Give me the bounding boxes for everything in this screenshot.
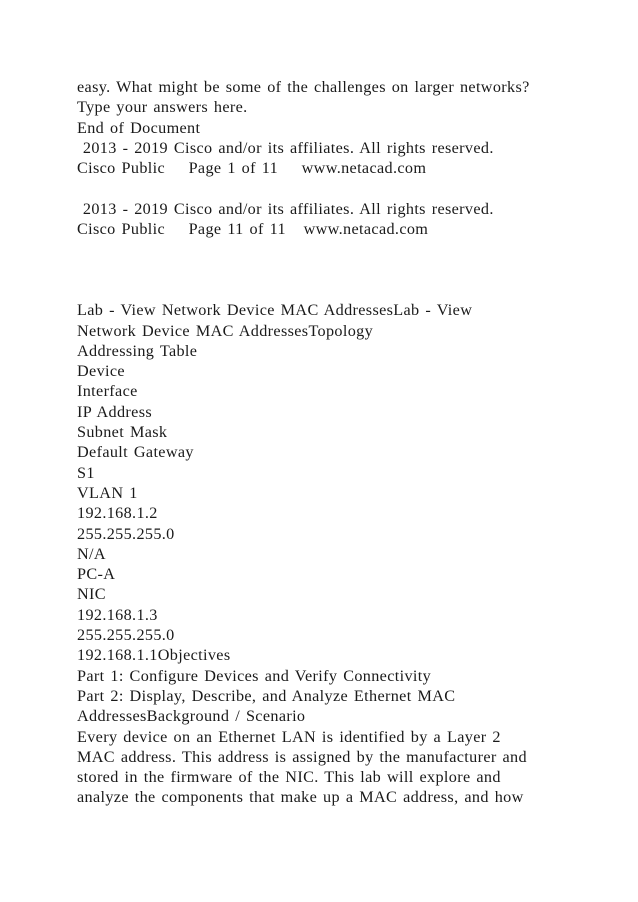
paragraph-line: Every device on an Ethernet LAN is identified by a Layer 2 xyxy=(77,727,501,746)
footer-page-info: Cisco Public Page 11 of 11 www.netacad.com xyxy=(77,220,429,239)
table-header-subnet: Subnet Mask xyxy=(77,423,168,442)
table-cell: 255.255.255.0 xyxy=(77,626,175,645)
table-header-gateway: Default Gateway xyxy=(77,443,194,462)
table-cell: 192.168.1.2 xyxy=(77,504,158,523)
footer-page-info: Cisco Public Page 1 of 11 www.netacad.com xyxy=(77,159,427,178)
table-cell: 255.255.255.0 xyxy=(77,524,175,543)
footer-copyright: 2013 - 2019 Cisco and/or its affiliates. All rights reserved. xyxy=(77,138,494,157)
paragraph-line: stored in the firmware of the NIC. This lab will explore and xyxy=(77,768,501,787)
table-header-ip: IP Address xyxy=(77,402,152,421)
table-header-interface: Interface xyxy=(77,382,138,401)
blank-line xyxy=(77,178,597,198)
table-header-device: Device xyxy=(77,362,125,381)
answer-prompt: Type your answers here. xyxy=(77,98,248,117)
table-cell: S1 xyxy=(77,463,95,482)
document-text xyxy=(77,77,597,808)
lab-title: Lab - View Network Device MAC AddressesLab - View xyxy=(77,301,473,320)
objective-part1: Part 1: Configure Devices and Verify Connectivity xyxy=(77,666,432,685)
table-cell: VLAN 1 xyxy=(77,483,138,502)
objective-part2: Part 2: Display, Describe, and Analyze Ethernet MAC xyxy=(77,686,456,705)
table-cell: 192.168.1.3 xyxy=(77,605,158,624)
table-cell: PC-A xyxy=(77,565,116,584)
footer-copyright: 2013 - 2019 Cisco and/or its affiliates. All rights reserved. xyxy=(77,199,494,218)
paragraph-line: MAC address. This address is assigned by the manufacturer and xyxy=(77,747,527,766)
lab-title: Network Device MAC AddressesTopology xyxy=(77,321,374,340)
table-cell: 192.168.1.1Objectives xyxy=(77,646,231,665)
table-cell: N/A xyxy=(77,544,106,563)
blank-gap xyxy=(77,239,597,300)
paragraph-line: analyze the components that make up a MAC address, and how xyxy=(77,788,524,807)
end-of-document: End of Document xyxy=(77,118,201,137)
intro-line: easy. What might be some of the challenges on larger networks? xyxy=(77,78,530,96)
background-heading: AddressesBackground / Scenario xyxy=(77,707,306,726)
table-heading: Addressing Table xyxy=(77,341,198,360)
table-cell: NIC xyxy=(77,585,106,604)
